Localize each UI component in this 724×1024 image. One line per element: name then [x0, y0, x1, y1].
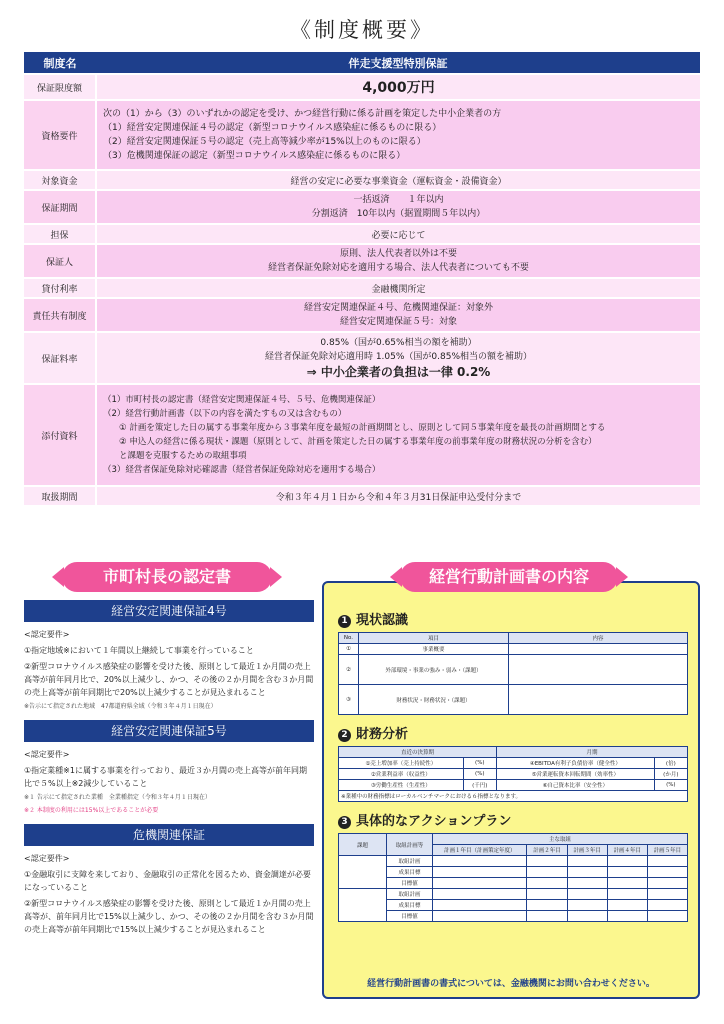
kiki-item: ①金融取引に支障を来しており、金融取引の正常化を図るため、資金調達が必要になっていること	[24, 870, 311, 892]
s4-item: ①指定地域※において１年間以上継続して事業を行っていること	[24, 646, 254, 655]
row-label: 添付資料	[24, 384, 96, 486]
s4-req: <認定要件>	[24, 630, 70, 639]
row-line: 次の（1）から（3）のいずれかの認定を受け、かつ経営行動に係る計画を策定した中小企業者の方	[103, 109, 502, 119]
col-item: 項目	[359, 633, 509, 644]
row-line: （3）危機関連保証の認定（新型コロナウイルス感染症に係るものに限る）	[103, 151, 406, 161]
cell	[607, 900, 647, 911]
sec3-title: 具体的なアクションプラン	[356, 814, 512, 829]
certificate-section	[24, 600, 314, 939]
s5-note2: ※２ 本制度の利用には15%以上であることが必要	[24, 807, 159, 814]
cell: ④EBITDA有利子負債倍率（健全性）	[496, 758, 654, 769]
row-label: 貸付利率	[24, 278, 96, 298]
col-plan: 取組計画等	[387, 834, 433, 856]
row-line: 金融機関所定	[371, 284, 426, 295]
col-year1: 計画１年目（計画策定年度）	[433, 845, 527, 856]
s4-title: 経営安定関連保証4号	[24, 600, 314, 622]
col-no: No.	[339, 633, 359, 644]
row-line: （3）経営者保証免除対応確認書（経営者保証免除対応を適用する場合）	[103, 465, 381, 475]
finance-table	[338, 746, 688, 802]
col-year2: 計画２年目	[527, 845, 567, 856]
number-icon: 3	[338, 816, 351, 829]
row-line: 一括返済 １年以内	[353, 195, 444, 205]
spec-header-label: 制度名	[24, 52, 96, 74]
cell	[607, 867, 647, 878]
cell	[433, 878, 527, 889]
cell	[527, 878, 567, 889]
cell: (%)	[463, 758, 496, 769]
spec-header-value: 伴走支援型特別保証	[96, 52, 700, 74]
row-line: 令和３年４月１日から令和４年３月31日保証申込受付分まで	[275, 492, 522, 503]
cell: (倍)	[654, 758, 687, 769]
row-label: 保証料率	[24, 332, 96, 384]
certificate-banner: 市町村長の認定書	[62, 562, 272, 592]
cell	[607, 911, 647, 922]
cell	[607, 856, 647, 867]
cell	[509, 644, 688, 655]
cell	[527, 900, 567, 911]
number-icon: 1	[338, 615, 351, 628]
row-line: 0.85%（国が0.65%相当の額を補助）	[320, 338, 477, 348]
cell	[647, 856, 687, 867]
cell: 財務状況・財務状況・（課題）	[359, 685, 509, 715]
sec2-heading	[338, 723, 698, 742]
col-group: 主な取組	[433, 834, 688, 845]
row-line: 分割返済 10年以内（据置期間５年以内）	[311, 209, 486, 219]
plan-footer: 経営行動計画書の書式については、金融機関にお問い合わせください。	[367, 979, 655, 989]
row-line: 経営の安定に必要な事業資金（運転資金・設備資金）	[290, 176, 507, 187]
col-year5: 計画５年目	[647, 845, 687, 856]
row-line: 原則、法人代表者以外は不要	[339, 249, 457, 259]
cell: (%)	[654, 780, 687, 791]
sec1-title: 現状認識	[356, 613, 409, 628]
cell	[433, 856, 527, 867]
row-line: （1）市町村長の認定書（経営安定関連保証４号、５号、危機関連保証）	[103, 395, 381, 405]
cell	[509, 685, 688, 715]
row-label: 責任共有制度	[24, 298, 96, 332]
cell	[509, 655, 688, 685]
row-label: 保証期間	[24, 190, 96, 224]
cell	[567, 867, 607, 878]
col-year3: 計画３年目	[567, 845, 607, 856]
s5-title: 経営安定関連保証5号	[24, 720, 314, 742]
cell	[647, 911, 687, 922]
row-line: 必要に応じて	[371, 230, 426, 241]
limit-value: 4,000万円	[362, 80, 435, 96]
cell	[527, 889, 567, 900]
cell: 事業概要	[359, 644, 509, 655]
kiki-req: <認定要件>	[24, 854, 70, 863]
cell: ⑤営業運転資本回転期間（効率性）	[496, 769, 654, 780]
cell	[647, 889, 687, 900]
row-label: 担保	[24, 224, 96, 244]
col-issue: 課題	[339, 834, 387, 856]
s4-note: ※告示にて指定された地域 47都道府県全域（令和３年４月１日現在）	[24, 703, 217, 710]
plan-banner: 経営行動計画書の内容	[400, 562, 618, 592]
row-line: 経営安定関連保証５号：対象	[339, 317, 457, 327]
cell: 取組計画	[387, 889, 433, 900]
number-icon: 2	[338, 729, 351, 742]
row-label: 取扱期間	[24, 486, 96, 506]
cell: 目標値	[387, 878, 433, 889]
cell	[339, 856, 387, 889]
cell: ※業種中の財務指標はローカルベンチマークにおける６指標となります。	[339, 791, 688, 802]
row-label: 保証限度額	[24, 74, 96, 100]
s5-note1: ※１ 告示にて指定された業種 全業種指定（令和３年４月１日現在）	[24, 794, 211, 801]
cell: 取組計画	[387, 856, 433, 867]
cell: ①売上増加率（売上持続性）	[339, 758, 464, 769]
row-line: （2）経営安定関連保証５号の認定（売上高等減少率が15%以上のものに限る）	[103, 137, 426, 147]
cell	[433, 889, 527, 900]
cell: 成果目標	[387, 900, 433, 911]
row-line: 経営者保証免除対応適用時 1.05%（国が0.85%相当の額を補助）	[264, 352, 533, 362]
row-line: ② 申込人の経営に係る現状・課題（原則として、計画を策定した日の属する事業年度の前事業年度の財務状況の分析を含む）	[119, 437, 597, 447]
row-line: ① 計画を策定した日の属する事業年度から３事業年度を最短の計画期間とし、原則として同５事業年度を最長の計画期間とする	[119, 423, 606, 433]
cell	[647, 878, 687, 889]
cell: (千円)	[463, 780, 496, 791]
cell	[567, 878, 607, 889]
row-label: 対象資金	[24, 170, 96, 190]
cell	[433, 867, 527, 878]
cell	[607, 878, 647, 889]
col-month: 月期	[496, 747, 687, 758]
page-title: 《制度概要》	[290, 18, 434, 42]
cell	[339, 889, 387, 922]
spec-table	[24, 52, 700, 507]
row-label: 資格要件	[24, 100, 96, 170]
plan-panel	[322, 581, 700, 999]
sec3-heading	[338, 810, 698, 829]
sec1-heading	[338, 609, 698, 628]
cell: ③	[339, 685, 359, 715]
cell	[527, 867, 567, 878]
s5-item: ①指定業種※1に属する事業を行っており、最近３か月間の売上高等が前年同期比で５%以上※2減少していること	[24, 766, 307, 788]
cell: 成果目標	[387, 867, 433, 878]
cell: ②営業利益率（収益性）	[339, 769, 464, 780]
cell: 外部環境・事業の強み・弱み・（課題）	[359, 655, 509, 685]
cell	[433, 911, 527, 922]
cell	[567, 889, 607, 900]
sec2-title: 財務分析	[356, 727, 409, 742]
kiki-item: ②新型コロナウイルス感染症の影響を受けた後、原則として最近１か月間の売上高等が、前年同月比で15%以上減少し、かつ、その後の２か月間を含む３か月間の売上高等が前年同期比で15%以上減少することが見込まれること	[24, 899, 314, 934]
cell: ③労働生産性（生産性）	[339, 780, 464, 791]
cell: ①	[339, 644, 359, 655]
row-line: 経営者保証免除対応を適用する場合、法人代表者についても不要	[268, 263, 529, 273]
cell: ②	[339, 655, 359, 685]
row-line: （2）経営行動計画書（以下の内容を満たすもの又は含むもの）	[103, 409, 347, 419]
cell	[567, 856, 607, 867]
burden-line: ⇒ 中小企業者の負担は一律 0.2%	[306, 365, 491, 379]
row-line: 経営安定関連保証４号、危機関連保証：対象外	[303, 303, 493, 313]
status-table	[338, 632, 688, 715]
cell: (%)	[463, 769, 496, 780]
cell	[433, 900, 527, 911]
cell: 目標値	[387, 911, 433, 922]
col-content: 内容	[509, 633, 688, 644]
cell	[647, 900, 687, 911]
row-label: 保証人	[24, 244, 96, 278]
col-period: 直近の決算期	[339, 747, 497, 758]
cell	[527, 856, 567, 867]
s4-item: ②新型コロナウイルス感染症の影響を受けた後、原則として最近１か月間の売上高等が前年同月比で、20%以上減少し、かつ、その後の２か月間を含む３か月間の売上高等が前年同期比で20%以上減少することが見込まれること	[24, 662, 314, 697]
cell	[567, 911, 607, 922]
col-year4: 計画４年目	[607, 845, 647, 856]
s5-req: <認定要件>	[24, 750, 70, 759]
cell	[527, 911, 567, 922]
cell	[567, 900, 607, 911]
action-table	[338, 833, 688, 922]
cell	[647, 867, 687, 878]
cell	[607, 889, 647, 900]
cell: (か月)	[654, 769, 687, 780]
row-line: と課題を克服するための取組事項	[119, 451, 247, 461]
row-line: （1）経営安定関連保証４号の認定（新型コロナウイルス感染症に係るものに限る）	[103, 123, 442, 133]
kiki-title: 危機関連保証	[24, 824, 314, 846]
cell: ⑥自己資本比率（安全性）	[496, 780, 654, 791]
